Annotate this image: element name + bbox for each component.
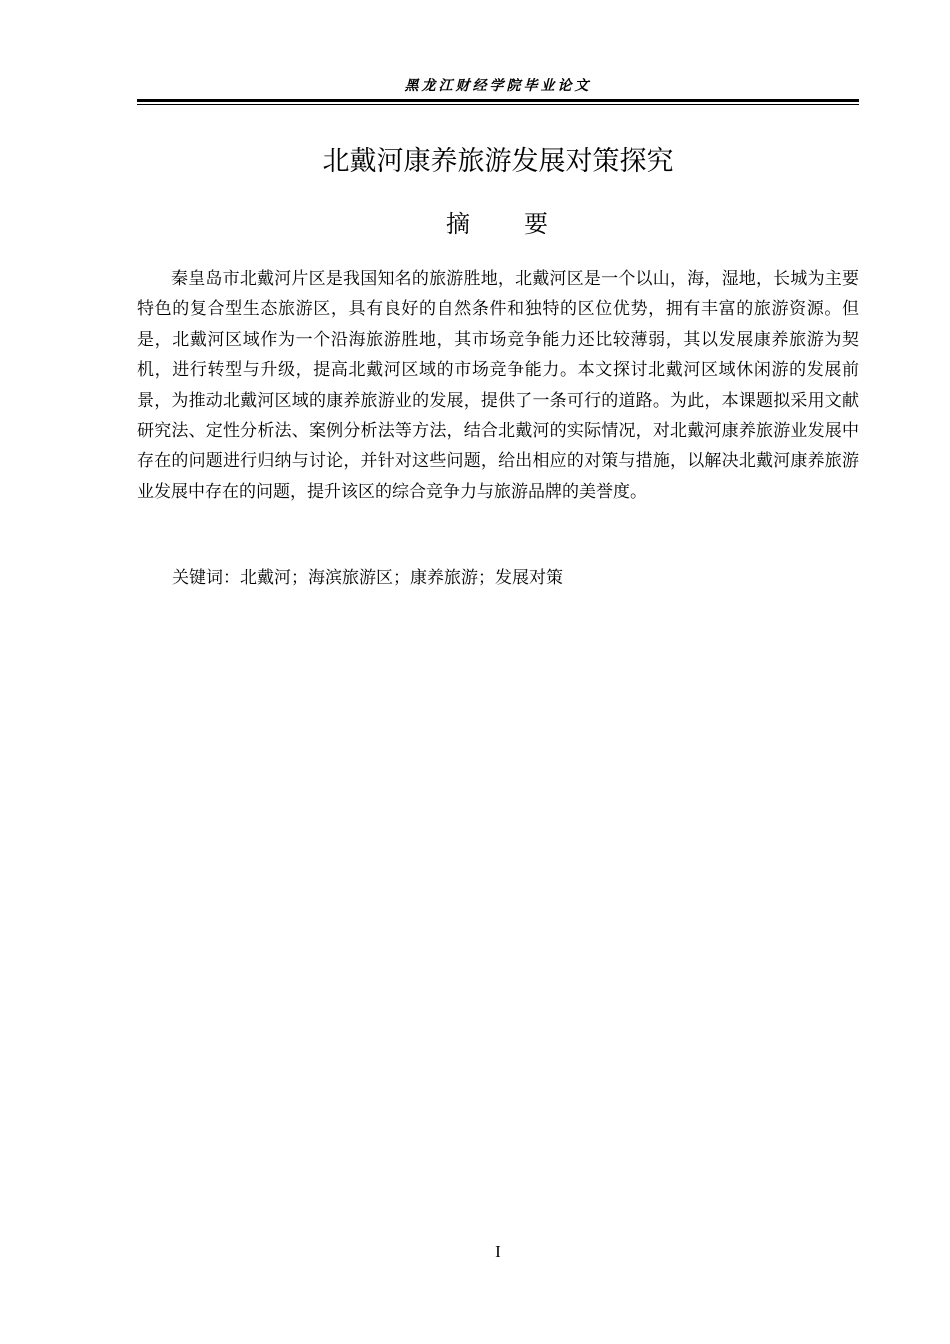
abstract-heading-right: 要 xyxy=(524,210,550,238)
header-rule-thin xyxy=(137,104,859,105)
abstract-heading xyxy=(137,206,859,242)
page-number: I xyxy=(495,1242,501,1261)
running-header: 黑龙江财经学院毕业论文 xyxy=(404,78,592,94)
abstract-paragraph: 秦皇岛市北戴河片区是我国知名的旅游胜地，北戴河区是一个以山，海，湿地，长城为主要特色的复合型生态旅游区，具有良好的自然条件和独特的区位优势，拥有丰富的旅游资源。但是，北戴河区域作为一个沿海旅游胜地，其市场竞争能力还比较薄弱，其以发展康养旅游为契机，进行转型与升级，提高北戴河区域的市场竞争能力。本文探讨北戴河区域休闲游的发展前景，为推动北戴河区域的康养旅游业的发展，提供了一条可行的道路。为此，本课题拟采用文献研究法、定性分析法、案例分析法等方法，结合北戴河的实际情况，对北戴河康养旅游业发展中存在的问题进行归纳与讨论，并针对这些问题，给出相应的对策与措施，以解决北戴河康养旅游业发展中存在的问题，提升该区的综合竞争力与旅游品牌的美誉度。 xyxy=(137,269,859,502)
keywords-text: 北戴河；海滨旅游区；康养旅游；发展对策 xyxy=(240,568,563,588)
abstract-heading-left: 摘 xyxy=(446,210,472,238)
keywords-line xyxy=(172,563,859,593)
keywords-label: 关键词： xyxy=(172,568,240,588)
header-rule-thick xyxy=(137,99,859,102)
document-title: 北戴河康养旅游发展对策探究 xyxy=(322,146,674,177)
